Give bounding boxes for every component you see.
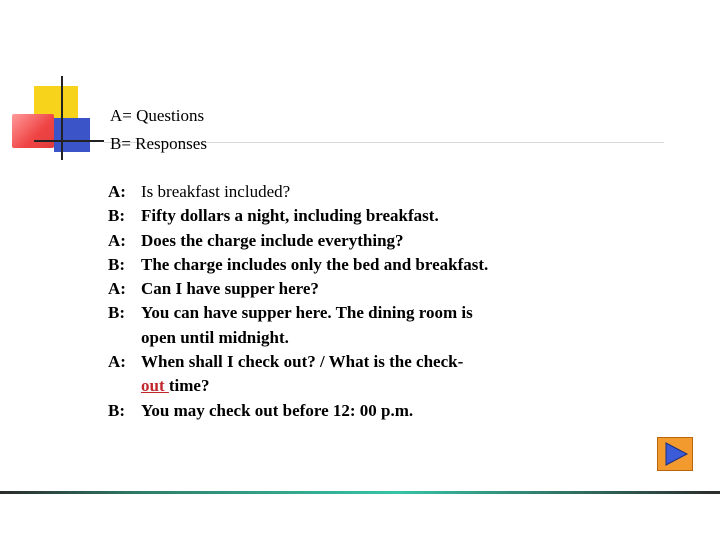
speaker-label: A:	[108, 279, 126, 299]
speaker-label: B:	[108, 400, 125, 420]
dialogue-line	[108, 350, 488, 374]
legend-questions: A= Questions	[110, 106, 205, 125]
play-next-icon	[662, 441, 690, 467]
dialogue-text: You may check out before 12: 00 p.m.	[141, 400, 414, 420]
dialogue-text: You can have supper here. The dining room is	[141, 303, 473, 323]
logo-red-square	[12, 114, 54, 148]
dialogue-line	[108, 301, 488, 325]
logo-vertical-line	[61, 76, 63, 160]
dialogue-text: The charge includes only the bed and breakfast.	[141, 254, 489, 274]
speaker-label: B:	[108, 303, 125, 323]
dialogue-line	[108, 277, 488, 301]
legend	[110, 102, 207, 158]
next-slide-button[interactable]	[657, 437, 693, 471]
highlighted-word: out	[141, 376, 169, 396]
logo-horizontal-line	[34, 140, 104, 142]
dialogue-text: time?	[168, 376, 210, 396]
logo-blue-square	[54, 118, 90, 152]
dialogue-text: Is breakfast included?	[141, 182, 291, 201]
dialogue-line	[108, 204, 488, 228]
dialogue-line	[108, 253, 488, 277]
speaker-label: B:	[108, 206, 125, 226]
bottom-bar	[0, 491, 720, 494]
dialogue-line	[108, 229, 488, 253]
dialogue-line-continuation	[108, 374, 488, 398]
dialogue	[108, 180, 488, 423]
speaker-label: A:	[108, 230, 126, 250]
speaker-label: A:	[108, 352, 126, 372]
dialogue-line-continuation	[108, 326, 488, 350]
dialogue-text: Can I have supper here?	[141, 279, 319, 299]
dialogue-text: When shall I check out? / What is the check-	[141, 352, 464, 372]
dialogue-text: Does the charge include everything?	[141, 230, 404, 250]
speaker-label: B:	[108, 254, 125, 274]
legend-responses: B= Responses	[110, 134, 207, 153]
dialogue-line	[108, 180, 488, 204]
dialogue-text: open until midnight.	[141, 327, 289, 347]
dialogue-text: Fifty dollars a night, including breakfast.	[141, 206, 439, 226]
dialogue-line	[108, 399, 488, 423]
speaker-label: A:	[108, 182, 126, 201]
